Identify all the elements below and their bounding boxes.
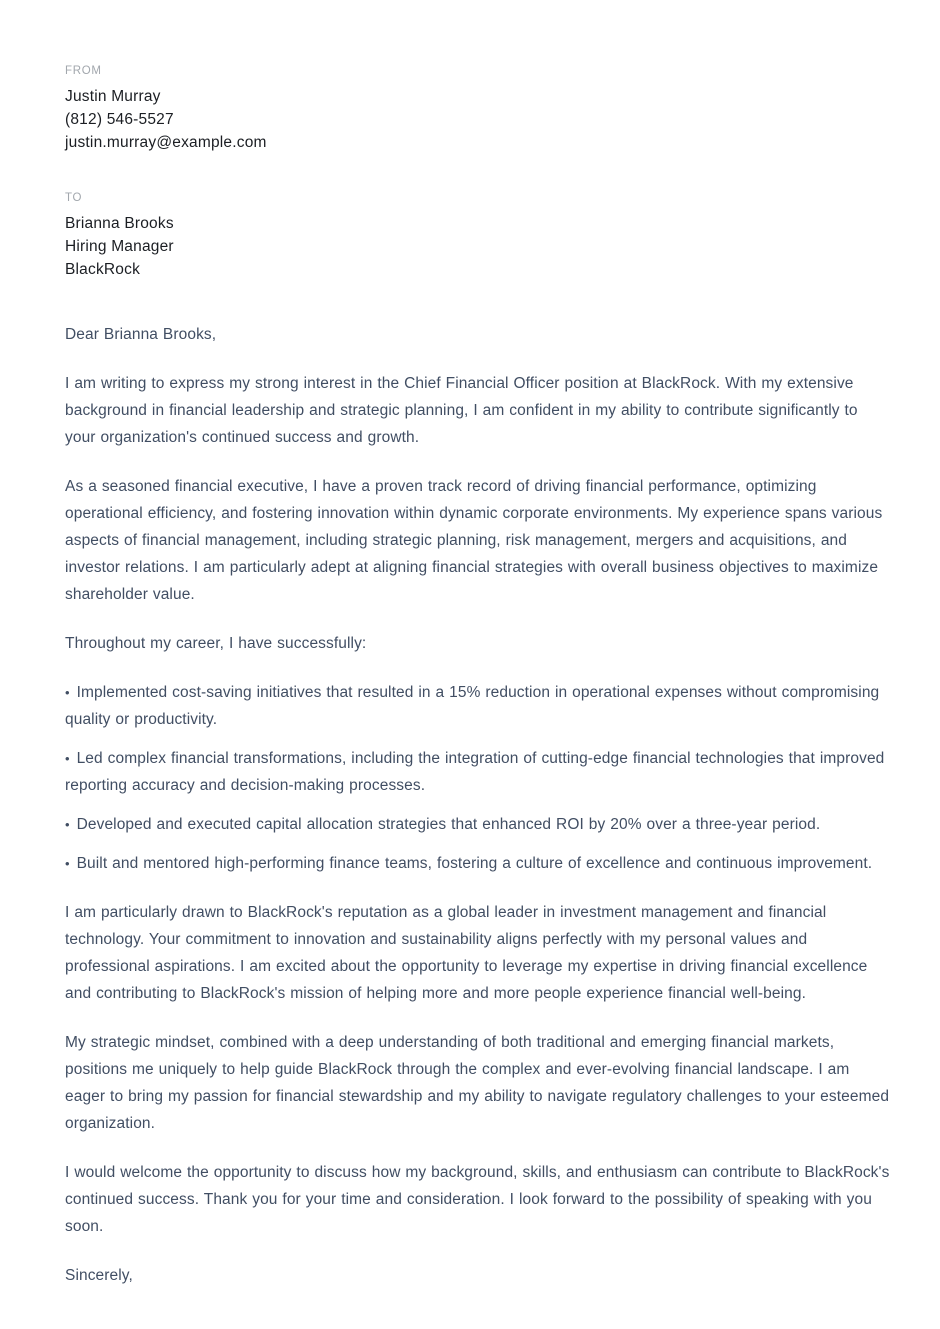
closing-sign-off: Sincerely, xyxy=(65,1267,133,1284)
paragraph-drawn-to-company: I am particularly drawn to BlackRock's reputation as a global leader in investment management and financial technology. Your commitment to innovation and sustainability aligns perfectly with my personal values and professional aspirations. I am excited about the opportunity to leverage my expertise in driving financial excellence and contributing to BlackRock's mission of helping more and more people experience financial well-being. xyxy=(65,904,868,1002)
bullet-text: Implemented cost-saving initiatives that resulted in a 15% reduction in operational expenses without compromising quality or productivity. xyxy=(65,684,880,728)
recipient-name: Brianna Brooks xyxy=(65,215,174,232)
to-label: TO xyxy=(65,192,83,204)
salutation: Dear Brianna Brooks, xyxy=(65,326,217,343)
from-block xyxy=(65,63,892,154)
recipient-company: BlackRock xyxy=(65,261,141,278)
sender-name: Justin Murray xyxy=(65,88,161,105)
bullet-item xyxy=(65,679,892,733)
bullet-item xyxy=(65,811,892,838)
from-label: FROM xyxy=(65,65,102,77)
letter-body xyxy=(65,321,892,1289)
bullet-text: Developed and executed capital allocation strategies that enhanced ROI by 20% over a three-year period. xyxy=(76,816,821,833)
achievements-list xyxy=(65,679,892,877)
bullet-item xyxy=(65,745,892,799)
paragraph-strategic-mindset: My strategic mindset, combined with a deep understanding of both traditional and emerging financial markets, positions me uniquely to help guide BlackRock through the complex and ever-evolving financial landscape. I am eager to bring my passion for financial stewardship and my ability to navigate regulatory challenges to your esteemed organization. xyxy=(65,1034,890,1132)
sender-email: justin.murray@example.com xyxy=(65,134,267,151)
bullet-item xyxy=(65,850,892,877)
bullet-text: Built and mentored high-performing finance teams, fostering a culture of excellence and continuous improvement. xyxy=(76,855,873,872)
sender-phone: (812) 546-5527 xyxy=(65,111,174,128)
recipient-title: Hiring Manager xyxy=(65,238,174,255)
paragraph-experience: As a seasoned financial executive, I have a proven track record of driving financial performance, optimizing operational efficiency, and fostering innovation within dynamic corporate environments. My experience spans various aspects of financial management, including strategic planning, risk management, mergers and acquisitions, and investor relations. I am particularly adept at aligning financial strategies with overall business objectives to maximize shareholder value. xyxy=(65,478,883,603)
bullet-marker-icon: • xyxy=(65,751,70,766)
bullet-marker-icon: • xyxy=(65,856,70,871)
paragraph-career-lead-in: Throughout my career, I have successfully: xyxy=(65,635,367,652)
to-block xyxy=(65,190,892,281)
paragraph-intro: I am writing to express my strong interest in the Chief Financial Officer position at BlackRock. With my extensive background in financial leadership and strategic planning, I am confident in my ability to contribute significantly to your organization's continued success and growth. xyxy=(65,375,858,446)
bullet-marker-icon: • xyxy=(65,817,70,832)
bullet-marker-icon: • xyxy=(65,685,70,700)
paragraph-call-to-action: I would welcome the opportunity to discuss how my background, skills, and enthusiasm can contribute to BlackRock's continued success. Thank you for your time and consideration. I look forward to the possibility of speaking with you soon. xyxy=(65,1164,890,1235)
bullet-text: Led complex financial transformations, including the integration of cutting-edge financial technologies that improved reporting accuracy and decision-making processes. xyxy=(65,750,885,794)
